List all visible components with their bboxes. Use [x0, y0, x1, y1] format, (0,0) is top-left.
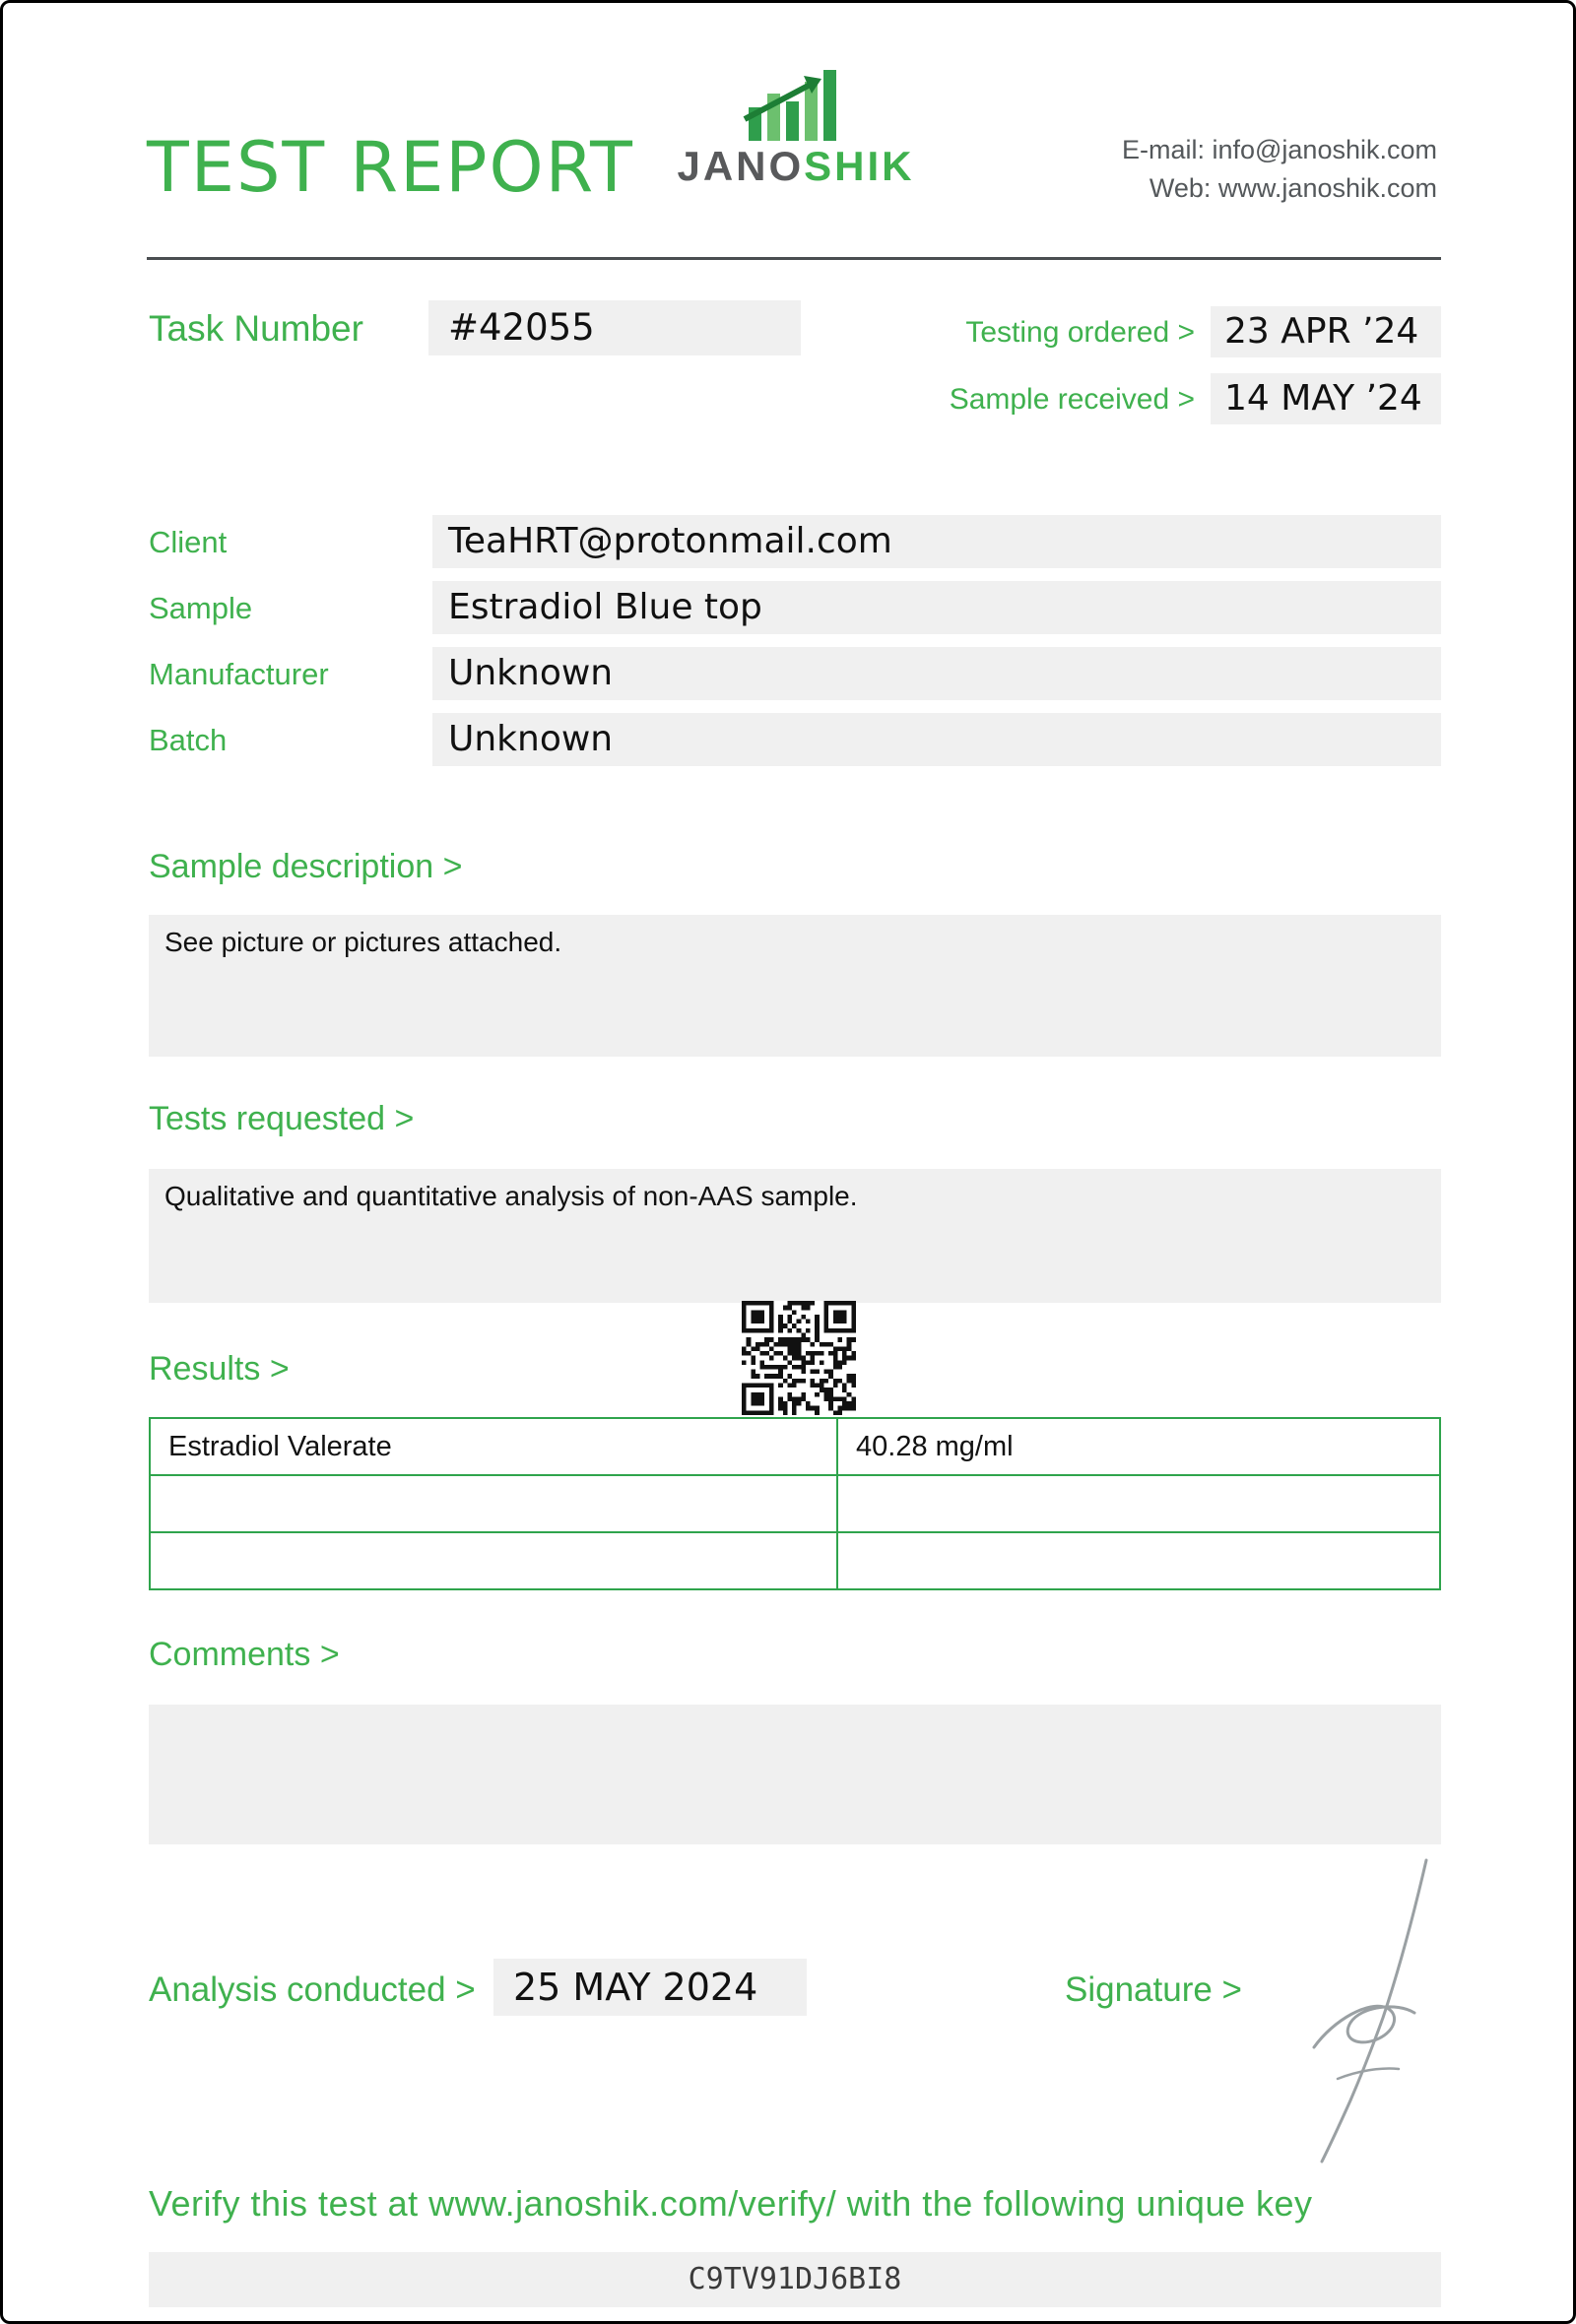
task-number-label: Task Number — [149, 308, 363, 349]
analysis-conducted-value: 25 MAY 2024 — [493, 1959, 807, 2016]
result-value — [837, 1475, 1440, 1532]
logo-text-green: SHIK — [804, 143, 915, 189]
result-value: 40.28 mg/ml — [837, 1418, 1440, 1475]
sample-description-heading: Sample description > — [149, 848, 463, 885]
contact-block — [1122, 131, 1437, 208]
logo-wordmark — [648, 143, 944, 190]
logo-chart-icon — [648, 68, 944, 141]
client-label: Client — [149, 525, 228, 559]
manufacturer-value: Unknown — [432, 647, 1441, 700]
results-table — [149, 1417, 1441, 1590]
verify-instruction: Verify this test at www.janoshik.com/verify/ with the following unique key — [149, 2183, 1313, 2224]
tests-requested-heading: Tests requested > — [149, 1100, 415, 1137]
sample-label: Sample — [149, 591, 253, 625]
signature-image — [1279, 1852, 1446, 2172]
sample-received-label: Sample received > — [949, 383, 1195, 416]
contact-email: E-mail: info@janoshik.com — [1121, 135, 1437, 164]
page-title: TEST REPORT — [147, 127, 634, 208]
signature-label: Signature > — [1065, 1970, 1242, 2009]
batch-label: Batch — [149, 723, 228, 757]
sample-value: Estradiol Blue top — [432, 581, 1441, 634]
manufacturer-label: Manufacturer — [149, 657, 329, 691]
results-heading: Results > — [149, 1350, 290, 1388]
janoshik-logo — [648, 68, 944, 190]
testing-ordered-label: Testing ordered > — [965, 316, 1195, 349]
results-row — [150, 1475, 1440, 1532]
tests-requested-box: Qualitative and quantitative analysis of non-AAS sample. — [149, 1169, 1441, 1303]
analysis-conducted-label: Analysis conducted > — [149, 1970, 476, 2009]
task-number-value: #42055 — [428, 300, 801, 355]
comments-box — [149, 1705, 1441, 1844]
comments-heading: Comments > — [149, 1636, 340, 1673]
unique-key: C9TV91DJ6BI8 — [149, 2252, 1441, 2307]
batch-value: Unknown — [432, 713, 1441, 766]
results-row — [150, 1418, 1440, 1475]
result-substance: Estradiol Valerate — [150, 1418, 837, 1475]
logo-text-dark: JANO — [677, 143, 805, 189]
client-value: TeaHRT@protonmail.com — [432, 515, 1441, 568]
results-row — [150, 1532, 1440, 1589]
result-substance — [150, 1532, 837, 1589]
testing-ordered-value: 23 APR ’24 — [1211, 306, 1441, 357]
sample-description-box: See picture or pictures attached. — [149, 915, 1441, 1057]
sample-received-value: 14 MAY ’24 — [1211, 373, 1441, 424]
contact-web: Web: www.janoshik.com — [1149, 173, 1437, 203]
result-substance — [150, 1475, 837, 1532]
header-divider — [147, 257, 1441, 260]
qr-code — [742, 1301, 856, 1415]
result-value — [837, 1532, 1440, 1589]
